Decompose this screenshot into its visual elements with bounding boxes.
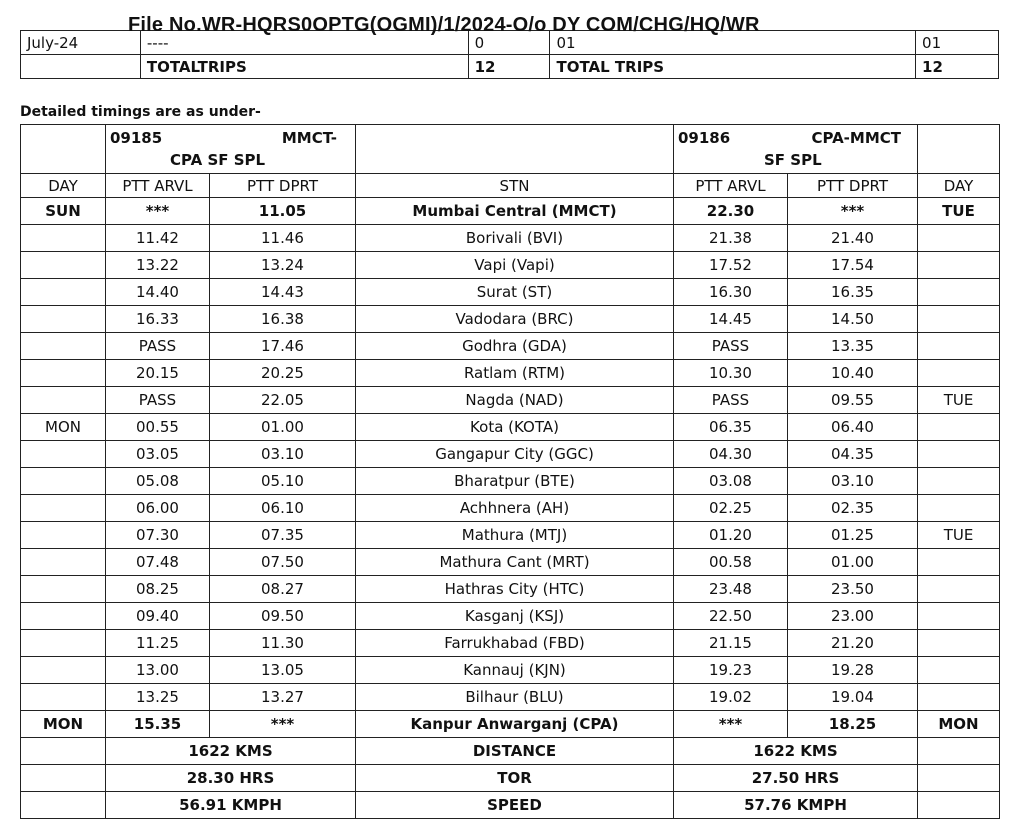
departure-cell: 11.30 (210, 630, 356, 657)
arrival-cell: 14.40 (106, 279, 210, 306)
table-row (21, 495, 1000, 522)
table-row (21, 684, 1000, 711)
departure-cell: 13.05 (210, 657, 356, 684)
day-cell: TUE (918, 522, 1000, 549)
departure-cell: 20.25 (210, 360, 356, 387)
arrival-cell: 07.48 (106, 549, 210, 576)
table-row (21, 522, 1000, 549)
departure-cell: 21.20 (788, 630, 918, 657)
day-cell (918, 414, 1000, 441)
total-trips-label: TOTAL TRIPS (550, 55, 916, 79)
departure-cell: 10.40 (788, 360, 918, 387)
summary-label: SPEED (356, 792, 674, 819)
day-cell (21, 657, 106, 684)
table-row (21, 360, 1000, 387)
departure-cell: 22.05 (210, 387, 356, 414)
total-trips-value: 12 (468, 55, 550, 79)
arrival-cell: 16.33 (106, 306, 210, 333)
arrival-cell: 00.55 (106, 414, 210, 441)
summary-label: DISTANCE (356, 738, 674, 765)
summary-right-value: 57.76 KMPH (674, 792, 918, 819)
summary-right-value: 1622 KMS (674, 738, 918, 765)
detail-label: Detailed timings are as under- (20, 104, 261, 120)
departure-cell: 14.43 (210, 279, 356, 306)
day-cell (918, 333, 1000, 360)
day-cell (21, 360, 106, 387)
summary-left-value: 1622 KMS (106, 738, 356, 765)
day-cell (918, 549, 1000, 576)
total-trips-row (21, 55, 999, 79)
train-name: SF SPL (764, 151, 822, 169)
departure-cell: 09.50 (210, 603, 356, 630)
station-cell: Achhnera (AH) (356, 495, 674, 522)
departure-cell: 05.10 (210, 468, 356, 495)
blank-cell (918, 765, 1000, 792)
station-cell: Hathras City (HTC) (356, 576, 674, 603)
train-name: CPA SF SPL (170, 151, 266, 169)
station-cell: Bilhaur (BLU) (356, 684, 674, 711)
station-cell: Nagda (NAD) (356, 387, 674, 414)
arrival-cell: 20.15 (106, 360, 210, 387)
day-cell (918, 360, 1000, 387)
table-row (21, 279, 1000, 306)
day-cell: TUE (918, 198, 1000, 225)
departure-cell: 16.38 (210, 306, 356, 333)
departure-cell: 06.10 (210, 495, 356, 522)
station-cell: Kasganj (KSJ) (356, 603, 674, 630)
column-header: PTT ARVL (106, 174, 210, 198)
column-header-row (21, 174, 1000, 198)
blank-cell (21, 55, 141, 79)
arrival-cell: 21.15 (674, 630, 788, 657)
column-header: PTT DPRT (788, 174, 918, 198)
summary-left-value: 56.91 KMPH (106, 792, 356, 819)
station-cell: Kota (KOTA) (356, 414, 674, 441)
departure-cell: 03.10 (210, 441, 356, 468)
schedule-table (20, 124, 1000, 819)
table-row (21, 414, 1000, 441)
day-cell (21, 603, 106, 630)
departure-cell: 23.00 (788, 603, 918, 630)
day-cell (918, 684, 1000, 711)
arrival-cell: 22.50 (674, 603, 788, 630)
dashes-cell: ---- (140, 31, 468, 55)
day-cell (21, 495, 106, 522)
day-cell (21, 522, 106, 549)
arrival-cell: 13.22 (106, 252, 210, 279)
train-number: 09185 (110, 129, 163, 147)
summary-row (21, 738, 1000, 765)
day-cell: MON (21, 711, 106, 738)
day-cell (21, 468, 106, 495)
departure-cell: 17.54 (788, 252, 918, 279)
column-header: DAY (21, 174, 106, 198)
arrival-cell: 22.30 (674, 198, 788, 225)
arrival-cell: 15.35 (106, 711, 210, 738)
table-row (21, 387, 1000, 414)
arrival-cell: 19.02 (674, 684, 788, 711)
train-right-header (674, 125, 918, 174)
departure-cell: 01.00 (788, 549, 918, 576)
day-cell: MON (918, 711, 1000, 738)
arrival-cell: *** (106, 198, 210, 225)
day-cell (21, 306, 106, 333)
arrival-cell: 13.00 (106, 657, 210, 684)
day-cell (918, 225, 1000, 252)
day-cell (21, 333, 106, 360)
departure-cell: 21.40 (788, 225, 918, 252)
arrival-cell: 04.30 (674, 441, 788, 468)
departure-cell: 18.25 (788, 711, 918, 738)
arrival-cell: 13.25 (106, 684, 210, 711)
arrival-cell: PASS (674, 333, 788, 360)
day-cell (918, 468, 1000, 495)
column-header: PTT DPRT (210, 174, 356, 198)
count-cell: 0 (468, 31, 550, 55)
departure-cell: 09.55 (788, 387, 918, 414)
day-cell: MON (21, 414, 106, 441)
departure-cell: 03.10 (788, 468, 918, 495)
station-cell: Farrukhabad (FBD) (356, 630, 674, 657)
blank-cell (918, 792, 1000, 819)
station-cell: Kannauj (KJN) (356, 657, 674, 684)
arrival-cell: 19.23 (674, 657, 788, 684)
table-row (21, 225, 1000, 252)
departure-cell: 11.46 (210, 225, 356, 252)
arrival-cell: 07.30 (106, 522, 210, 549)
summary-row (21, 792, 1000, 819)
arrival-cell: 06.35 (674, 414, 788, 441)
departure-cell: *** (210, 711, 356, 738)
arrival-cell: 11.42 (106, 225, 210, 252)
departure-cell: 08.27 (210, 576, 356, 603)
departure-cell: *** (788, 198, 918, 225)
station-cell: Mathura (MTJ) (356, 522, 674, 549)
departure-cell: 04.35 (788, 441, 918, 468)
arrival-cell: 16.30 (674, 279, 788, 306)
table-row (21, 630, 1000, 657)
arrival-cell: PASS (106, 333, 210, 360)
day-cell (21, 549, 106, 576)
day-cell (918, 279, 1000, 306)
station-cell: Kanpur Anwarganj (CPA) (356, 711, 674, 738)
departure-cell: 07.50 (210, 549, 356, 576)
blank-cell (21, 125, 106, 174)
station-cell: Bharatpur (BTE) (356, 468, 674, 495)
train-number: 09186 (678, 129, 731, 147)
day-cell (918, 576, 1000, 603)
departure-cell: 01.25 (788, 522, 918, 549)
departure-cell: 17.46 (210, 333, 356, 360)
arrival-cell: 08.25 (106, 576, 210, 603)
day-cell (21, 441, 106, 468)
column-header: DAY (918, 174, 1000, 198)
trips-table (20, 30, 999, 79)
arrival-cell: 21.38 (674, 225, 788, 252)
arrival-cell: 09.40 (106, 603, 210, 630)
table-row (21, 198, 1000, 225)
table-row (21, 468, 1000, 495)
day-cell (918, 252, 1000, 279)
arrival-cell: 03.05 (106, 441, 210, 468)
arrival-cell: PASS (106, 387, 210, 414)
day-cell (21, 576, 106, 603)
train-name: MMCT- (281, 129, 337, 147)
train-name: CPA-MMCT (811, 129, 901, 147)
total-trips-label: TOTALTRIPS (140, 55, 468, 79)
blank-cell (918, 738, 1000, 765)
file-number-heading: File No.WR-HQRS0OPTG(OGMI)/1/2024-O/o DY COM/CHG/HQ/WR (128, 14, 760, 36)
table-row (21, 333, 1000, 360)
blank-cell (21, 792, 106, 819)
table-row (21, 603, 1000, 630)
column-header: STN (356, 174, 674, 198)
station-cell: Surat (ST) (356, 279, 674, 306)
arrival-cell: 23.48 (674, 576, 788, 603)
departure-cell: 13.24 (210, 252, 356, 279)
table-row (21, 252, 1000, 279)
arrival-cell: 03.08 (674, 468, 788, 495)
column-header: PTT ARVL (674, 174, 788, 198)
arrival-cell: *** (674, 711, 788, 738)
day-cell (918, 441, 1000, 468)
blank-cell (918, 125, 1000, 174)
station-cell: Vapi (Vapi) (356, 252, 674, 279)
table-row (21, 576, 1000, 603)
day-cell: TUE (918, 387, 1000, 414)
month-cell: July-24 (21, 31, 141, 55)
arrival-cell: 05.08 (106, 468, 210, 495)
station-cell: Ratlam (RTM) (356, 360, 674, 387)
day-cell (918, 306, 1000, 333)
day-cell (21, 387, 106, 414)
day-cell (21, 684, 106, 711)
station-cell: Mumbai Central (MMCT) (356, 198, 674, 225)
day-cell (21, 252, 106, 279)
summary-row (21, 765, 1000, 792)
station-cell: Mathura Cant (MRT) (356, 549, 674, 576)
table-row (21, 441, 1000, 468)
arrival-cell: 00.58 (674, 549, 788, 576)
day-cell (918, 603, 1000, 630)
departure-cell: 13.35 (788, 333, 918, 360)
blank-cell (21, 765, 106, 792)
arrival-cell: 11.25 (106, 630, 210, 657)
arrival-cell: PASS (674, 387, 788, 414)
day-cell (21, 279, 106, 306)
departure-cell: 13.27 (210, 684, 356, 711)
count-cell: 01 (550, 31, 916, 55)
day-cell (21, 630, 106, 657)
arrival-cell: 02.25 (674, 495, 788, 522)
day-cell (21, 225, 106, 252)
summary-label: TOR (356, 765, 674, 792)
train-header-row (21, 125, 1000, 174)
departure-cell: 19.28 (788, 657, 918, 684)
station-cell: Vadodara (BRC) (356, 306, 674, 333)
station-cell: Borivali (BVI) (356, 225, 674, 252)
station-cell: Gangapur City (GGC) (356, 441, 674, 468)
day-cell (918, 657, 1000, 684)
count-cell: 01 (916, 31, 999, 55)
table-row (21, 657, 1000, 684)
departure-cell: 01.00 (210, 414, 356, 441)
departure-cell: 16.35 (788, 279, 918, 306)
departure-cell: 06.40 (788, 414, 918, 441)
station-cell: Godhra (GDA) (356, 333, 674, 360)
blank-cell (21, 738, 106, 765)
summary-left-value: 28.30 HRS (106, 765, 356, 792)
departure-cell: 02.35 (788, 495, 918, 522)
departure-cell: 23.50 (788, 576, 918, 603)
table-row (21, 711, 1000, 738)
departure-cell: 19.04 (788, 684, 918, 711)
arrival-cell: 14.45 (674, 306, 788, 333)
table-row (21, 549, 1000, 576)
arrival-cell: 17.52 (674, 252, 788, 279)
total-trips-value: 12 (916, 55, 999, 79)
train-left-header (106, 125, 356, 174)
day-cell (918, 630, 1000, 657)
arrival-cell: 10.30 (674, 360, 788, 387)
departure-cell: 11.05 (210, 198, 356, 225)
summary-right-value: 27.50 HRS (674, 765, 918, 792)
day-cell: SUN (21, 198, 106, 225)
day-cell (918, 495, 1000, 522)
table-row (21, 306, 1000, 333)
blank-cell (356, 125, 674, 174)
departure-cell: 07.35 (210, 522, 356, 549)
arrival-cell: 01.20 (674, 522, 788, 549)
arrival-cell: 06.00 (106, 495, 210, 522)
departure-cell: 14.50 (788, 306, 918, 333)
